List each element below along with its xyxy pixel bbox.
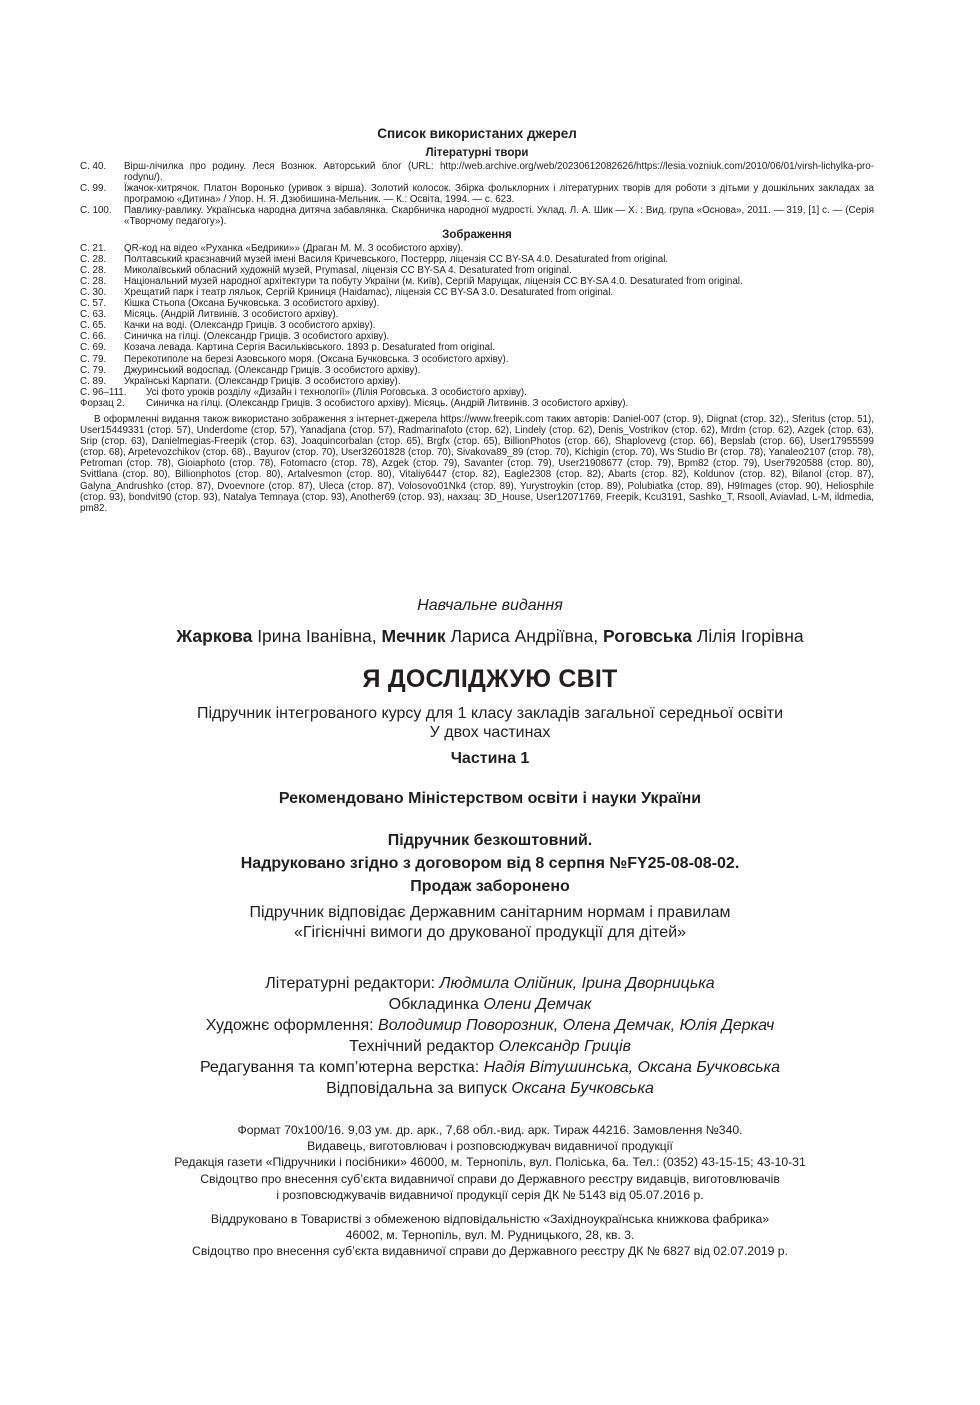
reference-text: Синичка на гілці. (Олександр Гриців. З особистого архіву). Місяць. (Андрій Литвинів. З особистого архіву). — [146, 397, 629, 409]
literary-heading: Літературні твори — [425, 147, 529, 159]
reference-text: Усі фото уроків розділу «Дизайн і технології» (Лілія Роговська. З особистого архіву). — [146, 386, 527, 398]
imprint-section — [60, 596, 920, 1260]
reference-row — [80, 320, 874, 331]
free-notice-line: Продаж заборонено — [410, 878, 570, 895]
reference-row — [80, 205, 874, 227]
editor-names: Володимир Поворозник, Олена Демчак, Юлія Деркач — [378, 1017, 775, 1034]
reference-row — [80, 354, 874, 365]
publisher-line: Формат 70х100/16. 9,03 ум. др. арк., 7,68 обл.-вид. арк. Тираж 44216. Замовлення №340. — [237, 1123, 743, 1137]
author-surname: Мечник — [381, 626, 446, 646]
reference-text: QR-код на відео «Руханка «Бедрики»» (Драган М. М. З особистого архіву). — [124, 242, 464, 254]
reference-page: С. 66. — [80, 331, 107, 343]
editor-line — [60, 973, 920, 994]
images-list — [80, 243, 874, 409]
reference-row — [80, 387, 874, 398]
printer-info — [60, 1211, 920, 1260]
editor-names: Олександр Гриців — [498, 1038, 631, 1055]
reference-page: С. 28. — [80, 253, 107, 265]
editors-list — [60, 973, 920, 1099]
reference-page: С. 79. — [80, 364, 107, 376]
reference-page: С. 69. — [80, 342, 107, 354]
reference-text: Полтавський краєзнавчий музей імені Василя Кричевського, Постерpp, ліцензія CC BY-SA 4.0. Desaturated from original. — [124, 253, 669, 265]
author-surname: Роговська — [603, 626, 693, 646]
editor-names: Людмила Олійник, Ірина Дворницька — [439, 975, 715, 992]
author-surname: Жаркова — [176, 626, 253, 646]
reference-text: Вірш-лічилка про родину. Леся Вознюк. Авторський блог (URL: http://web.archive.org/web/20230612082626/https://lesia.vozniuk.com/2010/06/01/virsh-lichylka-pro-rodynu/). — [124, 161, 874, 184]
free-notice-line: Підручник безкоштовний. — [387, 832, 593, 849]
reference-row — [80, 161, 874, 183]
reference-page: С. 99. — [80, 183, 107, 195]
reference-row — [80, 298, 874, 309]
reference-row — [80, 276, 874, 287]
reference-page: С. 96–111. — [80, 386, 127, 398]
editor-names: Оксана Бучковська — [511, 1080, 654, 1097]
book-part: Частина 1 — [450, 750, 530, 767]
printer-line: Віддруковано в Товаристві з обмеженою відповідальністю «Західноукраїнська книжкова фабрика» — [210, 1212, 770, 1227]
recommended-note: Рекомендовано Міністерством освіти і науки України — [278, 790, 702, 807]
publisher-info — [60, 1122, 920, 1203]
reference-page: С. 79. — [80, 353, 107, 365]
reference-row — [80, 265, 874, 276]
publisher-line: і розповсюджувачів видавничої продукції серія ДК № 5143 від 05.07.2016 р. — [276, 1187, 704, 1202]
editor-line — [60, 1015, 920, 1036]
editor-role: Редагування та комп’ютерна верстка: — [199, 1059, 480, 1076]
editor-names: Олени Демчак — [483, 996, 592, 1013]
reference-page: Форзац 2. — [80, 397, 125, 409]
editor-role: Художнє оформлення: — [205, 1017, 374, 1034]
editor-names: Надія Вітушинська, Оксана Бучковська — [483, 1059, 781, 1076]
sources-title: Список використаних джерел — [377, 126, 577, 141]
free-notice — [60, 829, 920, 898]
printer-line: Свідоцтво про внесення суб’єкта видавничої справи до Державного реєстру ДК № 6827 від 02.07.2019 р. — [192, 1244, 788, 1259]
freepik-note: В оформленні видання також використано зображення з інтернет-джерела https://www.freepik.com таких авторів: Daniel-007 (стор. 9), Diignat (стор. 32)., Sferitus (стор. 51), User15449331 (стор. 57), Underdome (стор. 57), Yanadjana (стор. 57), Radmarinafoto (стор. 62), Lindely (стор. 62), Denis_Vostrikov (стор. 62), Mrdm (стор. 62), Azgek (стор. 63), Srip (стор. 63), Danielmegias-Freepik (стор. 63), Joaquincorbalan (стор. 65), Brgfx (стор. 65), BillionPhotos (стор. 66), Shaplovevg (стор. 66), Bepslab (стор. 66), User17955599 (стор. 68), Arpetevozchikov (стор. 68)., Bayurov (стор. 70), User32601828 (стор. 70), Sivakova89_89 (стор. 70), Kichigin (стор. 70), Ws Studio Br (стор. 78), Yanaleo2107 (стор. 78), Petroman (стор. 78), Gioiaphoto (стор. 78), Fotomacro (стор. 78), Azgek (стор. 79), Savanter (стор. 79), User21908677 (стор. 79), Bpm82 (стор. 79), User7920588 (стор. 80), Svittlana (стор. 80), Billionphotos (стор. 80), Artalvesmon (стор. 80), Vitaliy6447 (стор. 82), Eagle2308 (стор. 82), Abarts (стор. 82), Koldunov (стор. 82), Bilanol (стор. 87), Galyna_Andrushko (стор. 87), Dvoevnore (стор. 87), Uleca (стор. 87), Volosovo01Nk4 (стор. 89), Yurystroykin (стор. 89), Polubiatka (стор. 89), H9Images (стор. 90), Heliosphile (стор. 93), bondvit90 (стор. 93), Natalya Temnaya (стор. 93), Another69 (стор. 93), нахзац: 3D_House, User12071769, Freepik, Kcu3191, Sashko_T, Rsooll, Aviavlad, L-M, ildmedia, pm82. — [80, 413, 874, 514]
sources-section — [80, 126, 874, 514]
reference-row — [80, 342, 874, 353]
reference-page: С. 40. — [80, 161, 107, 172]
publisher-line: Видавець, виготовлювач і розповсюджувач видавничої продукції — [307, 1139, 673, 1154]
reference-page: С. 89. — [80, 375, 107, 387]
reference-page: С. 100. — [80, 205, 112, 217]
norms-line: «Гігієнічні вимоги до друкованої продукції для дітей» — [293, 924, 687, 941]
publisher-line: Редакція газети «Підручники і посібники» 46000, м. Тернопіль, вул. Поліська, 6а. Тел.: (0352) 43-15-15; 43-10-31 — [174, 1155, 806, 1170]
reference-page: С. 28. — [80, 264, 107, 276]
literary-list — [80, 161, 874, 228]
editor-role: Обкладинка — [388, 996, 479, 1013]
reference-page: С. 30. — [80, 286, 107, 298]
reference-page: С. 28. — [80, 275, 107, 287]
reference-page: С. 57. — [80, 298, 107, 310]
reference-row — [80, 254, 874, 265]
editor-line — [60, 994, 920, 1015]
editor-line — [60, 1078, 920, 1099]
reference-row — [80, 365, 874, 376]
reference-row — [80, 243, 874, 254]
author-given: Лілія Ігорівна — [696, 626, 804, 646]
publisher-line: Свідоцтво про внесення суб’єкта видавничої справи до Державного реєстру видавців, виготовлювачів — [200, 1171, 780, 1186]
reference-row — [80, 183, 874, 205]
reference-text: Миколаївський обласний художній музей, Prymasal, ліцензія CC BY-SA 4. Desaturated from original. — [124, 264, 572, 276]
edition-type: Навчальне видання — [417, 597, 563, 614]
reference-text: Національний музей народної архітектури та побуту України (м. Київ), Сергій Марущак, ліцензія CC BY-SA 4.0. Desaturated from original. — [124, 275, 743, 287]
norms-line: Підручник відповідає Державним санітарним нормам і правилам — [249, 904, 731, 921]
free-notice-line: Надруковано згідно з договором від 8 серпня №FY25-08-08-02. — [240, 855, 740, 872]
editor-line — [60, 1036, 920, 1057]
reference-page: С. 63. — [80, 309, 107, 321]
images-heading: Зображення — [442, 228, 512, 241]
printer-line: 46002, м. Тернопіль, вул. М. Рудницького, 28, кв. 3. — [345, 1228, 635, 1243]
reference-text: Їжачок-хитрячок. Платон Воронько (уривок з вірша). Золотий колосок. Збірка фольклорних і літературних творів для роботи з дітьми у дошкільних закладах за програмою «Дитина» / Упор. Н. Я. Дзюбишина-Мельник. — К.: Освіта, 1994. — с. 623. — [124, 183, 874, 206]
reference-text: Синичка на гілці. (Олександр Гриців. З особистого архіву). — [124, 331, 390, 343]
reference-row — [80, 309, 874, 320]
editor-line — [60, 1057, 920, 1078]
author-given: Ірина Іванівна — [257, 626, 372, 646]
reference-text: Павлику-равлику. Українська народна дитяча забавлянка. Скарбничка народної мудрості. Уклад. Л. А. Шик — Х. : Вид. група «Основа», 2011. — 319, [1] с. — (Серія «Творчому педагогу»). — [124, 205, 874, 228]
reference-page: С. 21. — [80, 242, 107, 254]
reference-text: Перекотиполе на березі Азовського моря. (Оксана Бучковська. З особистого архіву). — [124, 353, 509, 365]
reference-text: Місяць. (Андрій Литвинів. З особистого архіву). — [124, 309, 339, 321]
reference-text: Хрещатий парк і театр ляльок, Сергій Криниця (Haidamac), ліцензія CC BY-SA 3.0. Desaturated from original. — [124, 286, 614, 298]
book-title: Я ДОСЛІДЖУЮ СВІТ — [362, 665, 618, 693]
reference-row — [80, 287, 874, 298]
editor-role: Відповідальна за випуск — [326, 1080, 507, 1097]
editor-role: Літературні редактори: — [265, 975, 436, 992]
reference-page: С. 65. — [80, 320, 107, 332]
book-subtitle: Підручник інтегрованого курсу для 1 класу закладів загальної середньої освіти — [196, 705, 784, 722]
reference-row — [80, 376, 874, 387]
reference-row — [80, 331, 874, 342]
author-given: Лариса Андріївна — [450, 626, 594, 646]
reference-text: Українські Карпати. (Олександр Гриців. З особистого архіву). — [124, 375, 401, 387]
reference-row — [80, 398, 874, 409]
book-subtitle-parts: У двох частинах — [429, 724, 551, 741]
reference-text: Кішка Стьопа (Оксана Бучковська. З особистого архіву). — [124, 298, 380, 310]
reference-text: Качки на воді. (Олександр Гриців. З особистого архіву). — [124, 320, 376, 332]
authors-line: Жаркова Ірина Іванівна, Мечник Лариса Андріївна, Роговська Лілія Ігорівна — [176, 626, 804, 646]
editor-role: Технічний редактор — [349, 1038, 495, 1055]
reference-text: Козача левада. Картина Сергія Васильківського. 1893 р. Desaturated from original. — [124, 342, 495, 354]
norms-note — [60, 903, 920, 943]
reference-text: Джуринський водоспад. (Олександр Гриців. З особистого архіву). — [124, 364, 421, 376]
